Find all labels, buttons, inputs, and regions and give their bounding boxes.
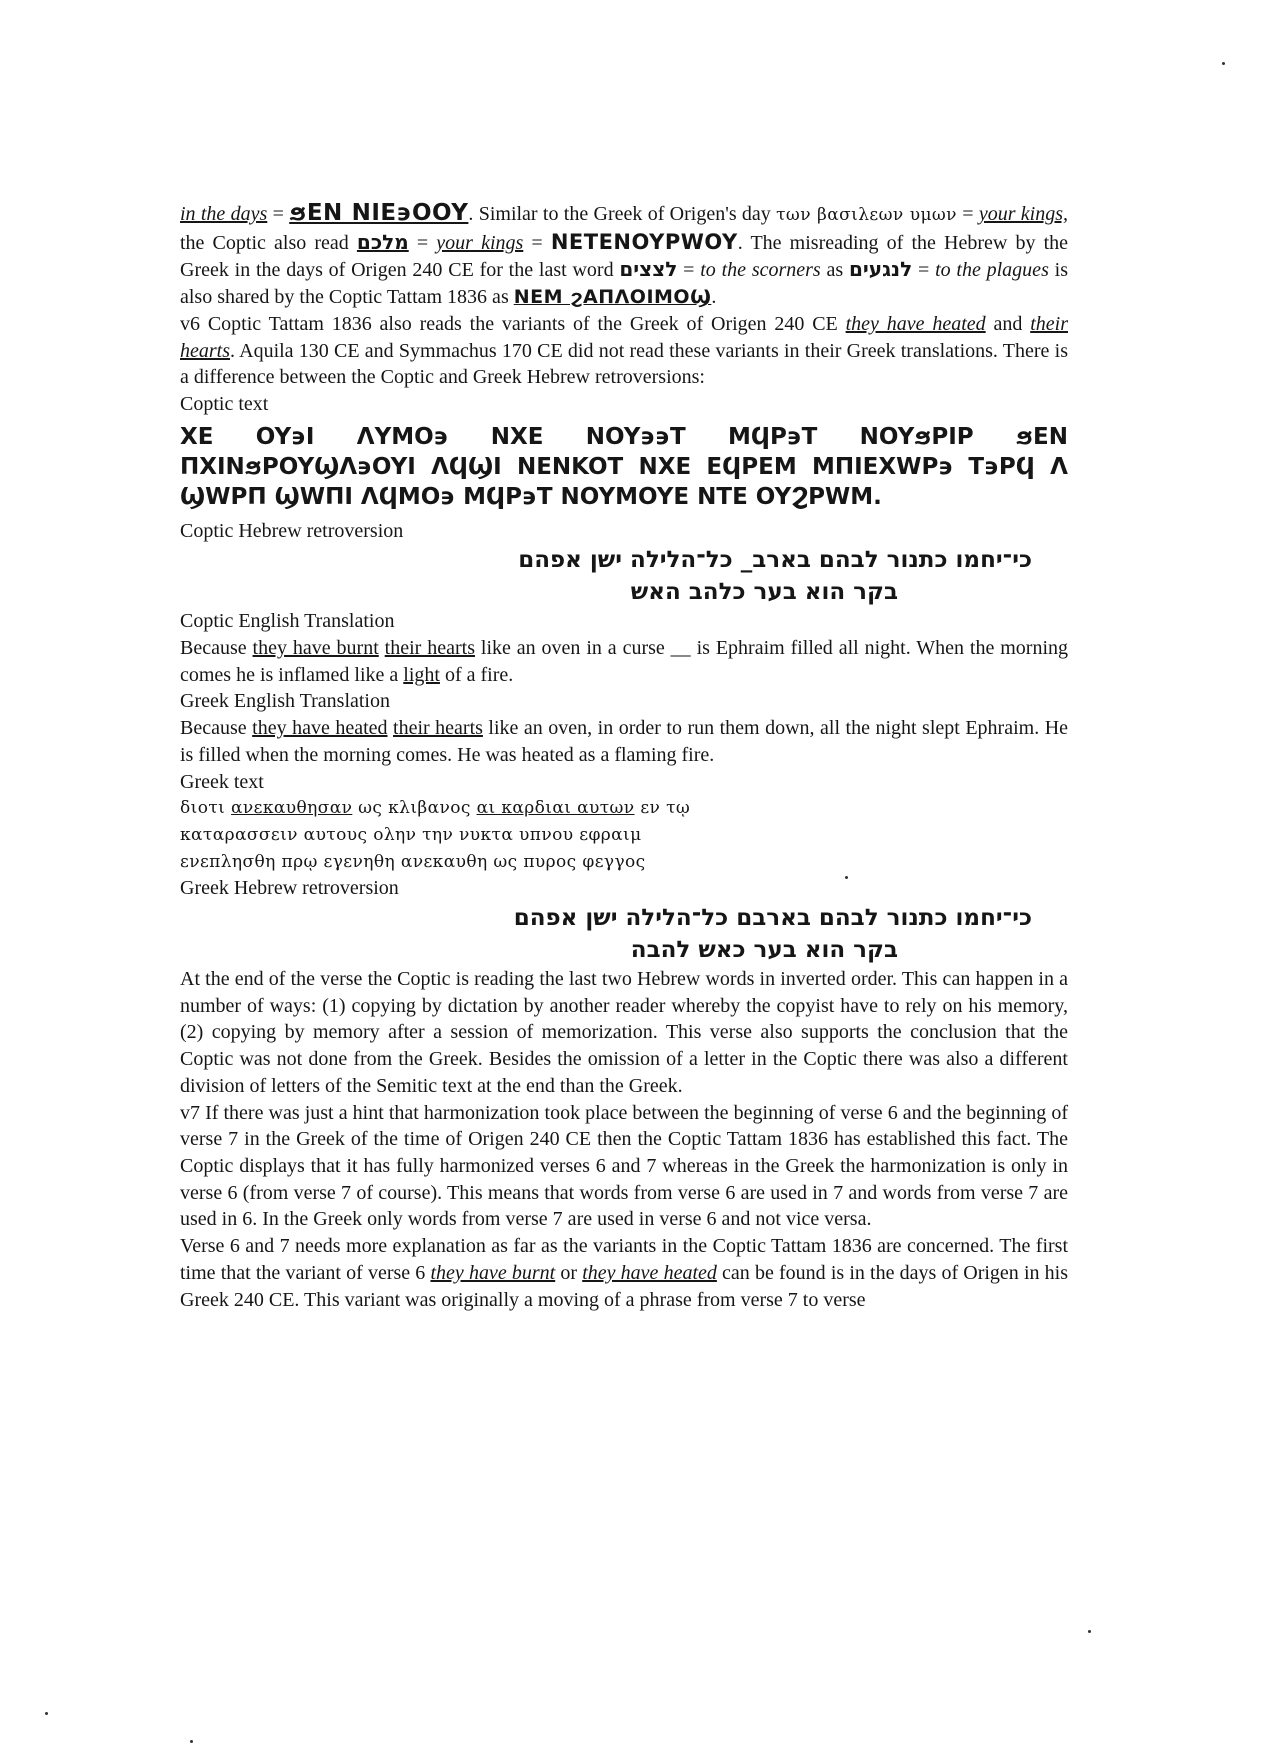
coptic-word: NEM ϩAΠΛOIMOϢ xyxy=(513,286,712,309)
coptic-word: NETENOYPWOY xyxy=(550,229,738,254)
end-of-verse-paragraph: At the end of the verse the Coptic is reading the last two Hebrew words in inverted order. This can happen in a number of ways: (1) copying by dictation by another reader whereby the copyist have to rely on his memory, (2) copying by memory after a session of memorization. This verse also supports the conclusion that the Coptic was not done from the Greek. Besides the omission of a letter in the Coptic there was also a different division of letters of the Semitic text at the end than the Greek. xyxy=(180,968,1068,1097)
greek-hebrew-label: Greek Hebrew retroversion xyxy=(180,877,399,900)
greek-text-label: Greek text xyxy=(180,770,264,793)
coptic-text: XE OY϶I ΛYMO϶ NXE NOY϶϶T MϤP϶T NOYϧPIP ϧEN ΠXINϧPOYϢΛ϶OYI ΛϤϢI NENKOT NXE EϤPEM MΠIEXWP϶ T϶PϤ Λ ϢWPΠ ϢWΠI ΛϤMO϶ MϤP϶T NOYMOYE NTE OYϨPWM. xyxy=(180,423,1068,510)
coptic-hebrew-label: Coptic Hebrew retroversion xyxy=(180,519,404,542)
coptic-text-label: Coptic text xyxy=(180,392,269,415)
scan-speck xyxy=(1088,1630,1091,1633)
coptic-word: ϧEN NIE϶OOY xyxy=(289,200,469,226)
variants-paragraph: Verse 6 and 7 needs more explanation as far as the variants in the Coptic Tattam 1836 are concerned. The first time that the variant of verse 6 they have burnt or they have heated can be found is in the days of Origen in his Greek 240 CE. This variant was originally a moving of a phrase from verse 7 to verse xyxy=(180,1235,1069,1311)
coptic-hebrew-retroversion: כי־יחמו כתנור לבהם בארב_ כל־הלילה ישן אפהם בקר הוא בער כלהב האש xyxy=(518,547,1032,606)
greek-english-label: Greek English Translation xyxy=(180,690,390,713)
coptic-english-translation: Because they have burnt their hearts like an oven in a curse __ is Ephraim filled all night. When the morning comes he is inflamed like a light of a fire. xyxy=(180,637,1069,686)
greek-text: διοτι ανεκαυθησαν ως κλιβανος αι καρδιαι αυτων εν τῳ καταρασσειν αυτους ολην την νυκτα υπνου εφραιμ ενεπλησθη πρῳ εγενηθη ανεκαυθη ως πυρος φεγγος xyxy=(180,798,691,872)
greek-english-translation: Because they have heated their hearts like an oven, in order to run them down, all the night slept Ephraim. He is filled when the morning comes. He was heated as a flaming fire. xyxy=(180,717,1069,766)
scan-speck xyxy=(1222,62,1225,65)
scan-speck xyxy=(845,876,848,879)
scan-speck xyxy=(190,1740,193,1743)
scan-speck xyxy=(45,1712,48,1715)
v7-paragraph: v7 If there was just a hint that harmonization took place between the beginning of verse 6 and the beginning of verse 7 in the Greek of the time of Origen 240 CE then the Coptic Tattam 1836 has established this fact. The Coptic displays that it has fully harmonized verses 6 and 7 whereas in the Greek the harmonization is only in verse 6 (from verse 7 of course). This means that words from verse 6 are used in 7 and words from verse 7 are used in 6. In the Greek only words from verse 7 are used in verse 6 and not vice versa. xyxy=(180,1101,1068,1231)
greek-hebrew-retroversion: כי־יחמו כתנור לבהם בארבם כל־הלילה ישן אפהם בקר הוא בער כאש להבה xyxy=(513,905,1032,964)
intro-paragraph: in the days = ϧEN NIE϶OOY. Similar to the Greek of Origen's day των βασιλεων υμων = your kings, the Coptic also read מלכם = your kings = NETENOYPWOY. The misreading of the Hebrew by the Greek in the days of Origen 240 CE for the last word לצצים = to the scorners as לנגעים = to the plagues is also shared by the Coptic Tattam 1836 as NEM ϩAΠΛOIMOϢ. xyxy=(180,200,1069,309)
v6-paragraph: v6 Coptic Tattam 1836 also reads the variants of the Greek of Origen 240 CE they have heated and their hearts. Aquila 130 CE and Symmachus 170 CE did not read these variants in their Greek translations. There is a difference between the Coptic and Greek Hebrew retroversions: xyxy=(180,312,1068,389)
document-page xyxy=(180,200,1068,1313)
hebrew-word: לנגעים xyxy=(848,257,913,282)
hebrew-word: לצצים xyxy=(619,257,678,282)
hebrew-word: מלכם xyxy=(356,229,409,254)
intro-phrase: in the days xyxy=(180,203,268,225)
greek-phrase: των βασιλεων υμων xyxy=(776,205,957,225)
coptic-english-label: Coptic English Translation xyxy=(180,610,395,633)
